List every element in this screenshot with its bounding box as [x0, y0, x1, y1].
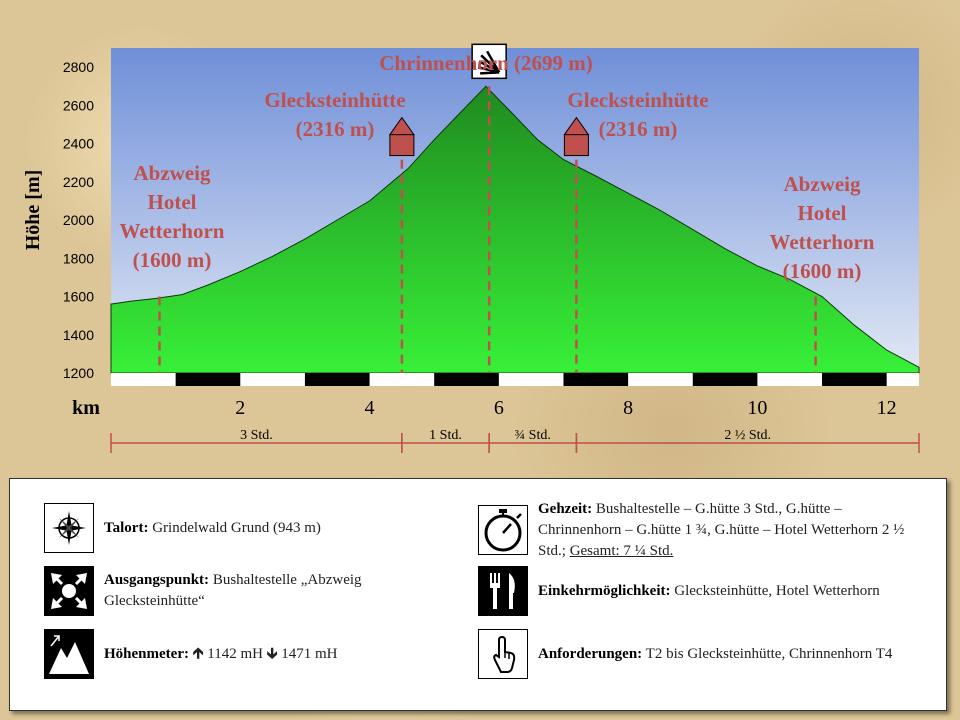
waypoint-label: Abzweig: [133, 161, 211, 185]
segment-time-label: 2 ½ Std.: [724, 428, 772, 443]
waypoint-label: Wetterhorn: [769, 230, 875, 254]
hut-icon: [390, 135, 414, 156]
fork-knife-icon: [478, 566, 528, 616]
y-tick-label: 1400: [62, 326, 94, 343]
hoehenmeter-row: [44, 629, 337, 679]
scale-bar-block: [305, 373, 370, 386]
x-tick-label: 4: [364, 397, 375, 419]
talort-row: [44, 503, 321, 553]
einkehr-text: [538, 581, 880, 602]
waypoint-label: (1600 m): [132, 248, 212, 272]
segment-time-label: ¾ Std.: [514, 428, 551, 443]
scale-bar-block: [822, 373, 887, 386]
hand-icon: [478, 629, 528, 679]
y-tick-label: 2200: [62, 173, 94, 190]
waypoint-label: Chrinnenhorn (2699 m): [379, 51, 593, 75]
einkehr-row: [478, 566, 928, 616]
y-tick-label: 2000: [62, 212, 94, 228]
arrow-up-icon: 🡱: [192, 645, 204, 662]
y-axis-ticks: [63, 59, 94, 381]
tour-info-panel: [9, 478, 947, 711]
y-tick-label: 1800: [62, 250, 94, 267]
ausgangspunkt-text: [104, 570, 454, 612]
x-axis-label: km: [72, 397, 100, 419]
anforderungen-row: [478, 629, 928, 679]
segment-time-label: 3 Std.: [240, 428, 273, 443]
talort-label: Talort:: [104, 519, 149, 536]
gehzeit-row: [478, 499, 928, 562]
x-tick-label: 12: [876, 397, 897, 419]
gehzeit-total: Gesamt: 7 ¼ Std.: [569, 543, 674, 559]
hut-icon: [564, 135, 588, 156]
scale-bar-block: [434, 373, 499, 386]
ausgangspunkt-value: Bushaltestelle „Abzweig Glecksteinhütte“: [104, 572, 362, 609]
x-tick-label: 10: [747, 397, 768, 419]
compass-icon: [44, 503, 94, 553]
x-tick-label: 8: [623, 397, 634, 419]
start-point-icon: [44, 566, 94, 616]
time-segments: [111, 428, 919, 453]
hoehenmeter-text: [104, 644, 337, 665]
y-tick-label: 1600: [62, 288, 94, 305]
waypoint-label: (2316 m): [295, 117, 375, 141]
waypoint-label: Abzweig: [783, 172, 861, 196]
gehzeit-value: Bushaltestelle – G.hütte 3 Std., G.hütte – Chrinnenhorn – G.hütte 1 ¾, G.hütte – Hotel Wetterhorn 2 ½ Std.;: [538, 501, 905, 559]
x-axis-ticks: [235, 397, 896, 419]
km-scale-bar: [111, 373, 919, 386]
scale-bar-block: [176, 373, 241, 386]
y-tick-label: 2400: [62, 135, 94, 152]
segment-time-label: 1 Std.: [429, 428, 462, 443]
hoehenmeter-down: 1471 mH: [277, 645, 338, 662]
hoehenmeter-label: Höhenmeter:: [104, 645, 189, 662]
y-tick-label: 1200: [62, 365, 94, 381]
waypoint-label: Glecksteinhütte: [264, 88, 406, 112]
y-axis-label: Höhe [m]: [22, 169, 44, 251]
y-tick-label: 2800: [62, 59, 94, 75]
scale-bar-block: [563, 373, 628, 386]
x-tick-label: 2: [235, 397, 246, 419]
waypoint-label: Glecksteinhütte: [567, 88, 709, 112]
y-tick-label: 2600: [62, 97, 94, 114]
anforderungen-label: Anforderungen:: [538, 645, 643, 662]
x-tick-label: 6: [493, 397, 504, 419]
mountain-icon: [44, 629, 94, 679]
waypoint-label: (2316 m): [598, 117, 678, 141]
waypoint-label: Hotel: [797, 201, 847, 225]
scale-bar-block: [693, 373, 758, 386]
waypoint-label: Wetterhorn: [119, 219, 225, 243]
einkehr-label: Einkehrmöglichkeit:: [538, 582, 671, 599]
gehzeit-label: Gehzeit:: [538, 501, 593, 517]
anforderungen-text: [538, 644, 892, 665]
waypoint-label: Hotel: [147, 190, 197, 214]
einkehr-value: Glecksteinhütte, Hotel Wetterhorn: [670, 582, 880, 599]
waypoint-label: (1600 m): [782, 259, 862, 283]
arrow-down-icon: 🡳: [266, 645, 278, 662]
talort-value: Grindelwald Grund (943 m): [148, 519, 321, 536]
hoehenmeter-up: 1142 mH: [203, 645, 263, 662]
stopwatch-icon: [478, 505, 528, 555]
talort-text: [104, 518, 321, 539]
gehzeit-text: [538, 499, 928, 562]
ausgangspunkt-row: [44, 566, 454, 616]
anforderungen-value: T2 bis Glecksteinhütte, Chrinnenhorn T4: [642, 645, 893, 662]
ausgangspunkt-label: Ausgangspunkt:: [104, 572, 210, 588]
